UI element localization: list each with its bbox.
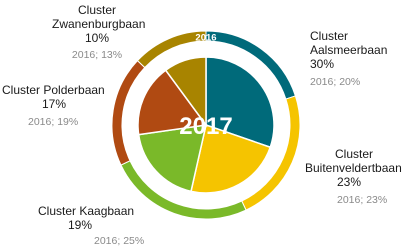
label-aalsmeerbaan: [310, 29, 400, 89]
label-kaagbaan-2016: 2016; 25%: [94, 235, 145, 247]
label-zwanenburgbaan-name-2: Zwanenburgbaan: [52, 17, 146, 31]
label-aalsmeerbaan-name-1: Cluster: [310, 29, 349, 43]
label-polderbaan-pct: 17%: [42, 97, 67, 111]
label-buitenveldertbaan-pct: 23%: [337, 175, 362, 189]
label-polderbaan: [2, 83, 106, 129]
label-buitenveldertbaan-name-2: Buitenveldertbaan: [305, 161, 402, 175]
label-aalsmeerbaan-name-2: Aalsmeerbaan: [310, 43, 388, 57]
label-buitenveldertbaan-2016: 2016; 23%: [337, 194, 388, 206]
label-polderbaan-2016: 2016; 19%: [28, 116, 79, 128]
label-buitenveldertbaan: [305, 147, 407, 207]
outer-ring-year-label: 2016: [195, 32, 217, 44]
label-aalsmeerbaan-2016: 2016; 20%: [310, 76, 361, 88]
label-aalsmeerbaan-pct: 30%: [310, 57, 335, 71]
label-zwanenburgbaan-pct: 10%: [84, 31, 110, 45]
label-kaagbaan-pct: 19%: [68, 218, 93, 232]
label-zwanenburgbaan-2016: 2016; 13%: [71, 49, 123, 61]
label-zwanenburgbaan-name-1: Cluster: [77, 3, 116, 17]
label-kaagbaan-name: Cluster Kaagbaan: [38, 204, 135, 218]
label-polderbaan-name: Cluster Polderbaan: [2, 83, 105, 97]
label-zwanenburgbaan: [52, 3, 146, 62]
label-kaagbaan: [38, 204, 168, 248]
center-year-label: 2017: [179, 113, 233, 140]
label-buitenveldertbaan-name-1: Cluster: [335, 147, 374, 161]
